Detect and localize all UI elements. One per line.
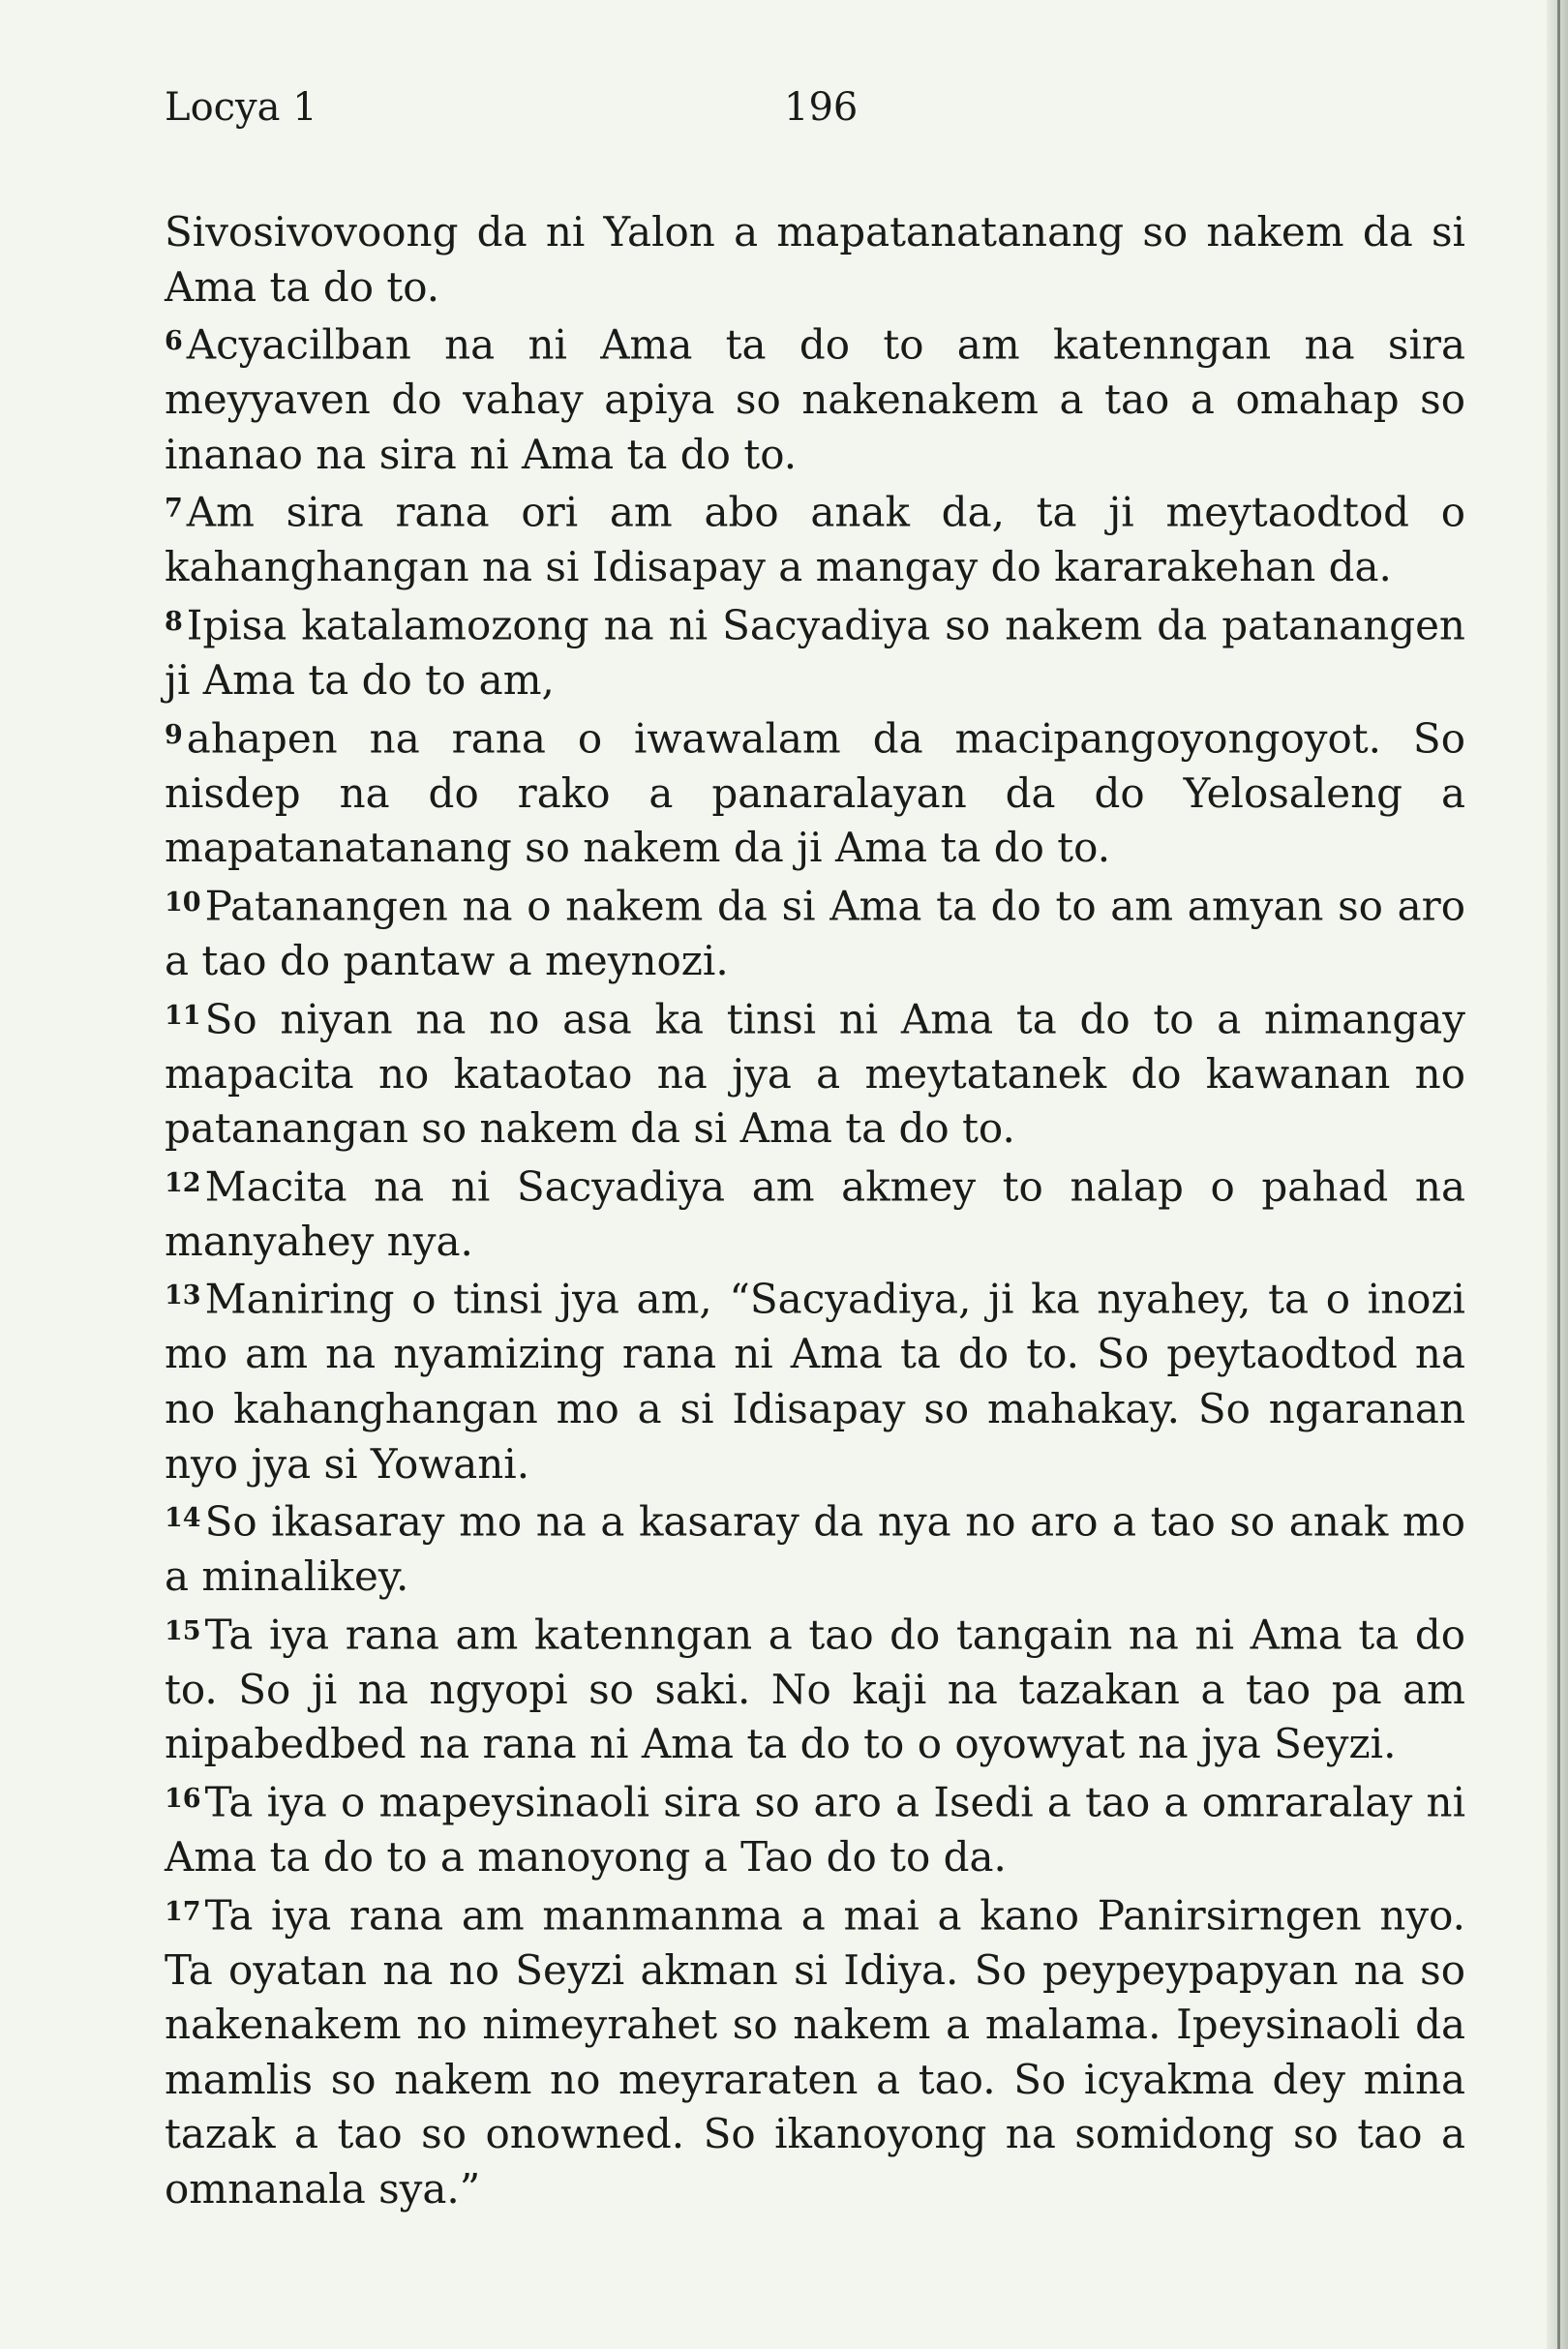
verse-9 bbox=[165, 708, 1465, 876]
verse-number: 13 bbox=[165, 1280, 201, 1311]
verse-text: Ta iya o mapeysinaoli sira so aro a Isedi a tao a omraralay ni Ama ta do to a manoyong a Tao do to da. bbox=[165, 1778, 1465, 1882]
page-number: 196 bbox=[784, 85, 859, 130]
verse-number: 14 bbox=[165, 1503, 201, 1534]
verse-number: 15 bbox=[165, 1615, 201, 1646]
page-binding-line bbox=[1557, 0, 1560, 2349]
verse-15 bbox=[165, 1605, 1465, 1772]
verse-number: 10 bbox=[165, 887, 201, 918]
verse-14 bbox=[165, 1491, 1465, 1605]
verse-number: 8 bbox=[165, 607, 183, 638]
verse-text: Maniring o tinsi jya am, “Sacyadiya, ji ka nyahey, ta o inozi mo am na nyamizing rana ni Ama ta do to. So peytaodtod na no kahanghangan mo a si Idisapay so mahakay. So ngaranan nyo jya si Yowani. bbox=[165, 1275, 1465, 1488]
verse-text: So ikasaray mo na a kasaray da nya no aro a tao so anak mo a minalikey. bbox=[165, 1497, 1465, 1601]
verse-16 bbox=[165, 1772, 1465, 1885]
verse-number: 11 bbox=[165, 1000, 201, 1031]
verse-12 bbox=[165, 1157, 1465, 1270]
verse-11 bbox=[165, 989, 1465, 1157]
verse-text: Ipisa katalamozong na ni Sacyadiya so nakem da patanangen ji Ama ta do to am, bbox=[165, 601, 1465, 705]
verse-number: 9 bbox=[165, 719, 183, 750]
verse-text: ahapen na rana o iwawalam da macipangoyongoyot. So nisdep na do rako a panaralayan da do Yelosaleng a mapatanatanang so nakem da ji Ama ta do to. bbox=[165, 714, 1465, 872]
verse-text: Acyacilban na ni Ama ta do to am katenngan na sira meyyaven do vahay apiya so nakenakem a tao a omahap so inanao na sira ni Ama ta do to. bbox=[165, 320, 1465, 478]
verse-13 bbox=[165, 1269, 1465, 1491]
verse-8 bbox=[165, 595, 1465, 708]
verse-6 bbox=[165, 315, 1465, 482]
opening-paragraph: Sivosivovoong da ni Yalon a mapatanatanang so nakem da si Ama ta do to. bbox=[165, 208, 1465, 311]
verse-text: Ta iya rana am katenngan a tao do tangain na ni Ama ta do to. So ji na ngyopi so saki. No kaji na tazakan a tao pa am nipabedbed na rana ni Ama ta do to o oyowyat na jya Seyzi. bbox=[165, 1611, 1465, 1768]
verse-7 bbox=[165, 482, 1465, 595]
running-header-book: Locya 1 bbox=[165, 85, 317, 130]
verse-text: Ta iya rana am manmanma a mai a kano Panirsirngen nyo. Ta oyatan na no Seyzi akman si Idiya. So peypeypapyan na so nakenakem no nimeyrahet so nakem a malama. Ipeysinaoli da mamlis so nakem no meyraraten a tao. So icyakma dey mina tazak a tao so onowned. So ikanoyong na somidong so tao a omnanala sya.” bbox=[165, 1891, 1465, 2213]
verse-number: 7 bbox=[165, 494, 183, 525]
page-body bbox=[165, 205, 1465, 2217]
verse-number: 16 bbox=[165, 1784, 201, 1814]
verse-number: 6 bbox=[165, 326, 183, 357]
verse-text: Macita na ni Sacyadiya am akmey to nalap o pahad na manyahey nya. bbox=[165, 1162, 1465, 1265]
running-header bbox=[165, 85, 1481, 143]
verse-10 bbox=[165, 876, 1465, 989]
verse-17 bbox=[165, 1885, 1465, 2217]
verse-text: So niyan na no asa ka tinsi ni Ama ta do to a nimangay mapacita no kataotao na jya a meytatanek do kawanan no patanangan so nakem da si Ama ta do to. bbox=[165, 994, 1465, 1153]
verse-text: Patanangen na o nakem da si Ama ta do to am amyan so aro a tao do pantaw a meynozi. bbox=[165, 882, 1465, 984]
verse-text: Am sira rana ori am abo anak da, ta ji meytaodtod o kahanghangan na si Idisapay a mangay do kararakehan da. bbox=[165, 488, 1465, 591]
verse-number: 12 bbox=[165, 1167, 201, 1198]
verse-number: 17 bbox=[165, 1896, 201, 1927]
